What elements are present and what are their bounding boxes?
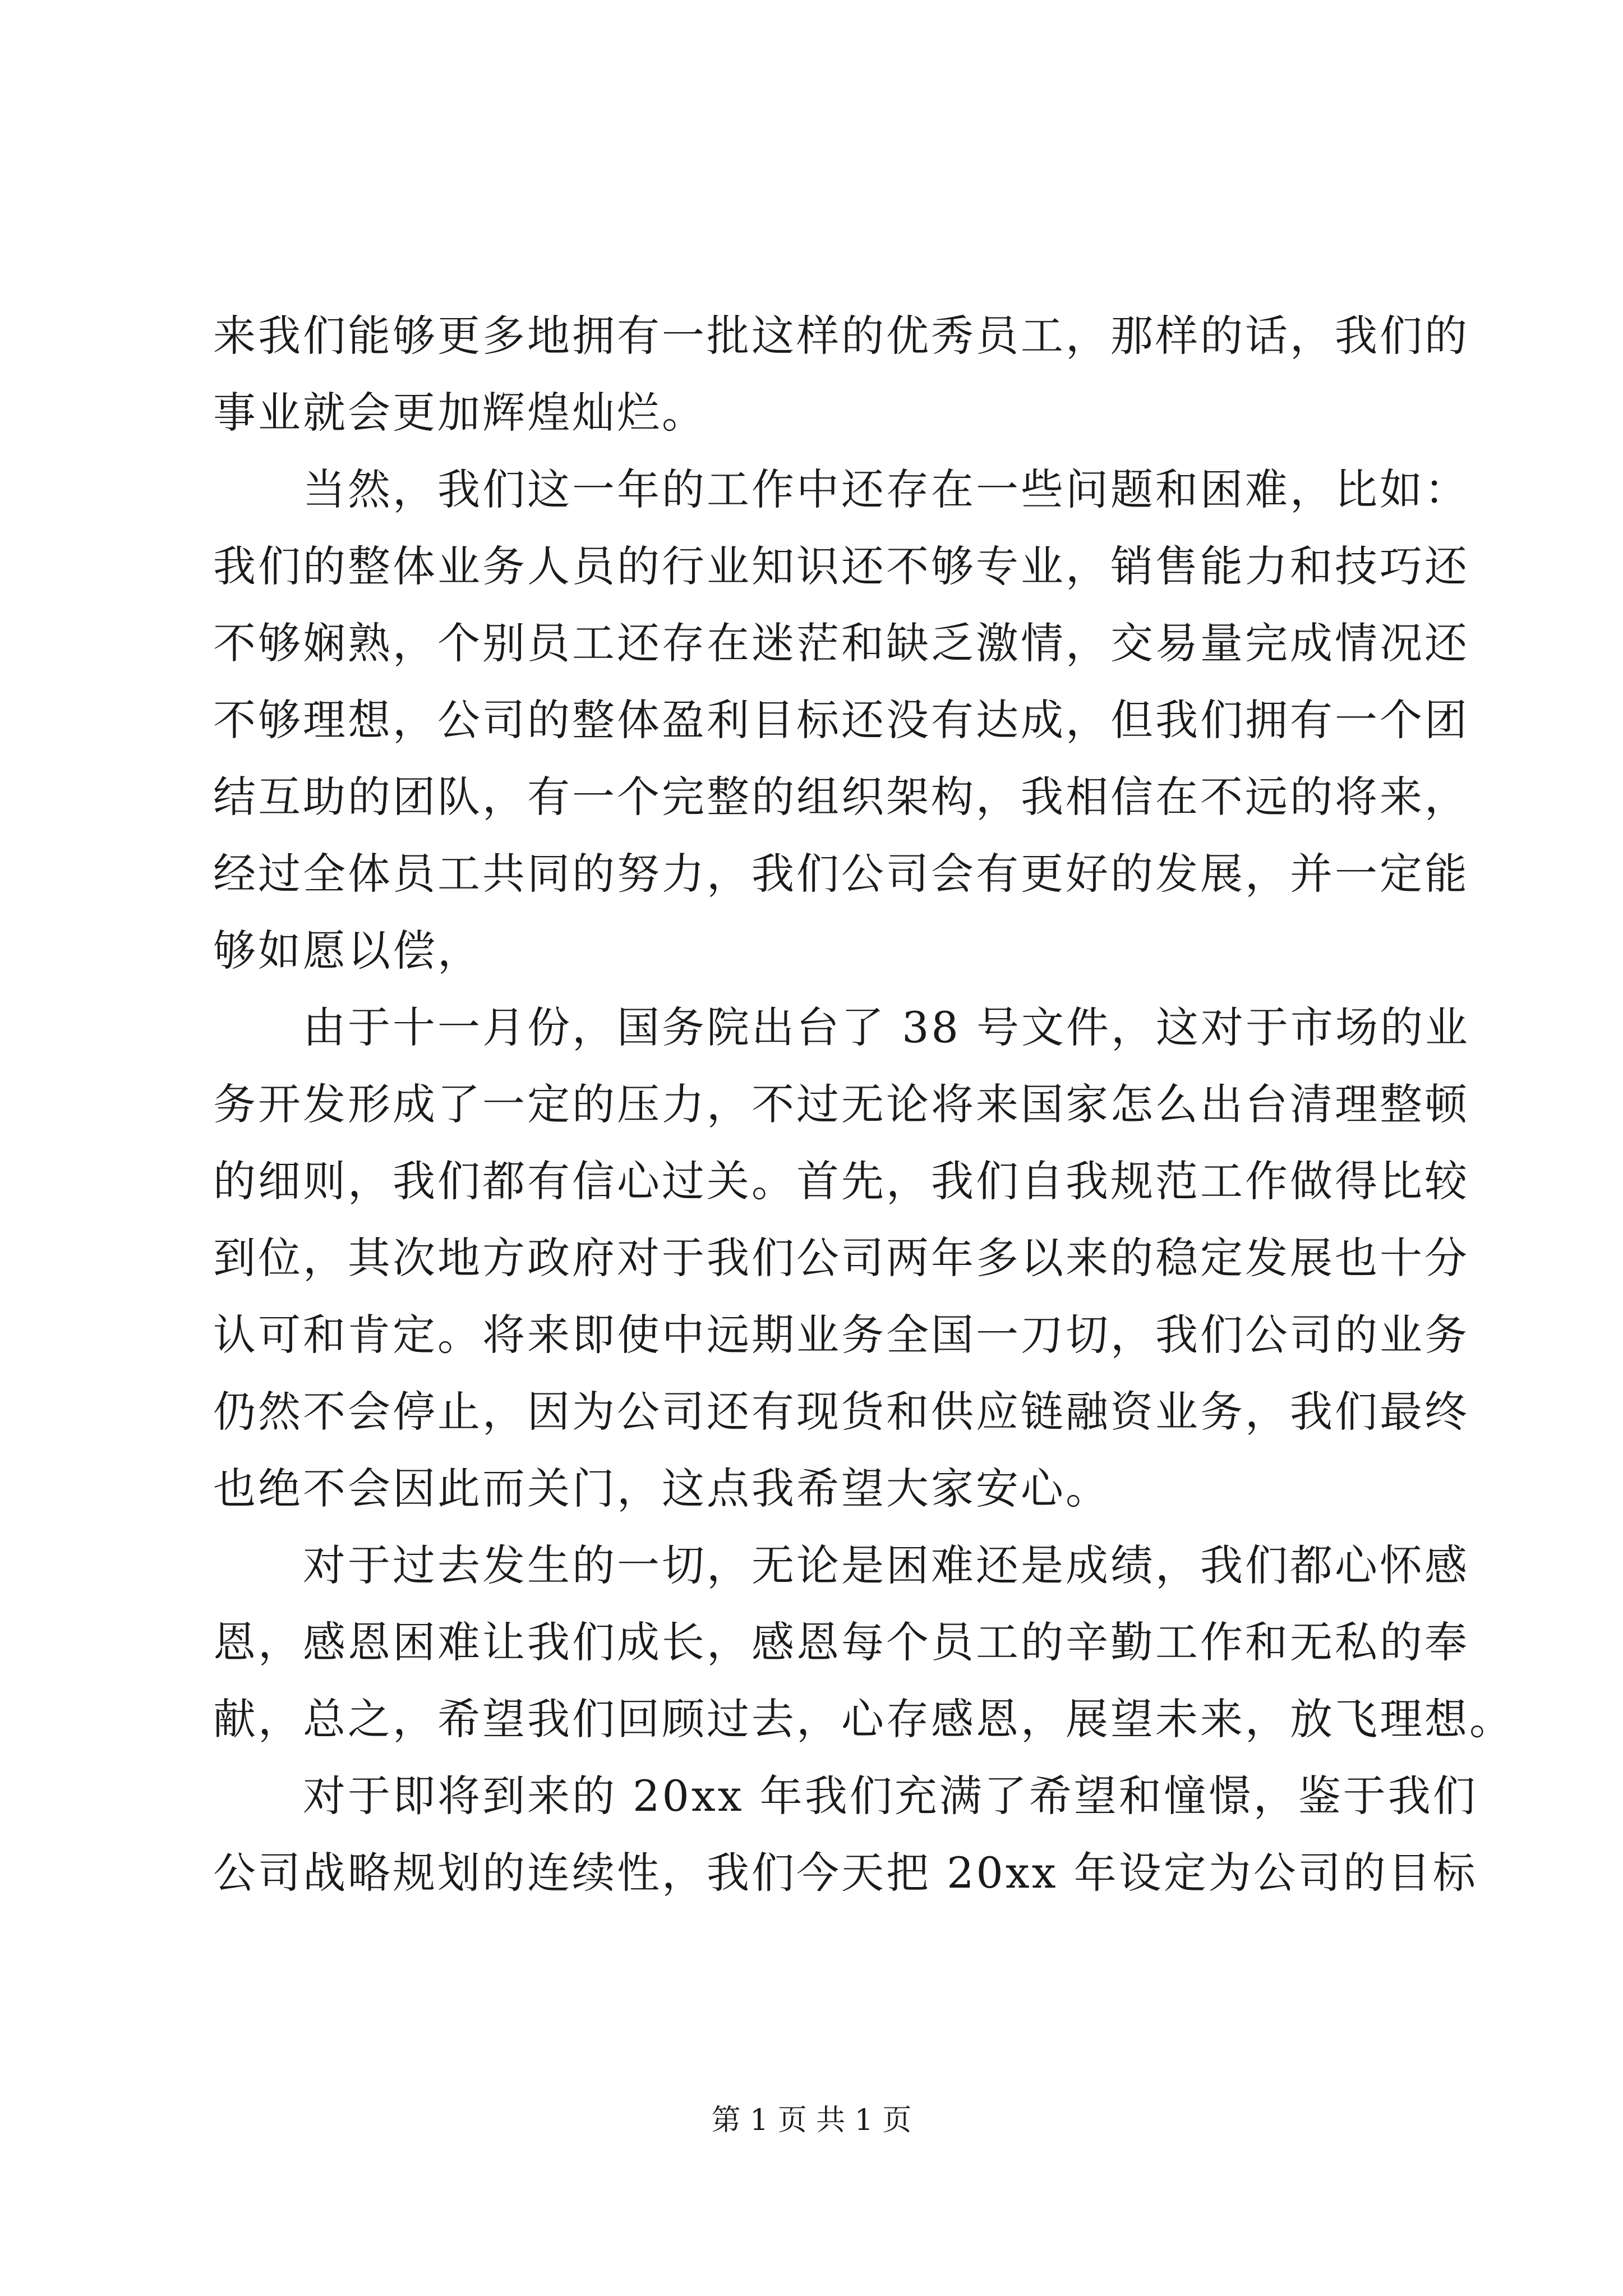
text-line: 公司战略规划的连续性，我们今天把 20xx 年设定为公司的目标 bbox=[213, 1848, 1478, 1898]
text-line: 务开发形成了一定的压力，不过无论将来国家怎么出台清理整顿 bbox=[213, 1079, 1469, 1129]
text-line: 献，总之，希望我们回顾过去，心存感恩，展望未来，放飞理想。 bbox=[213, 1694, 1514, 1744]
text-line: 也绝不会因此而关门，这点我希望大家安心。 bbox=[213, 1464, 1110, 1513]
text-line: 由于十一月份，国务院出台了 38 号文件，这对于市场的业 bbox=[303, 1002, 1470, 1052]
document-body bbox=[213, 297, 1514, 1911]
text-line: 到位，其次地方政府对于我们公司两年多以来的稳定发展也十分 bbox=[213, 1233, 1469, 1283]
text-line: 结互助的团队，有一个完整的组织架构，我相信在不远的将来， bbox=[213, 772, 1469, 822]
text-line: 不够娴熟，个别员工还存在迷茫和缺乏激情，交易量完成情况还 bbox=[213, 618, 1469, 668]
text-line: 来我们能够更多地拥有一批这样的优秀员工，那样的话，我们的 bbox=[213, 311, 1469, 361]
text-line: 事业就会更加辉煌灿烂。 bbox=[213, 388, 707, 438]
text-line: 够如愿以偿， bbox=[213, 926, 482, 976]
text-line: 不够理想，公司的整体盈利目标还没有达成，但我们拥有一个团 bbox=[213, 695, 1469, 745]
text-line: 认可和肯定。将来即使中远期业务全国一刀切，我们公司的业务 bbox=[213, 1310, 1469, 1360]
text-line: 的细则，我们都有信心过关。首先，我们自我规范工作做得比较 bbox=[213, 1156, 1469, 1206]
text-line: 我们的整体业务人员的行业知识还不够专业，销售能力和技巧还 bbox=[213, 541, 1469, 591]
text-line: 经过全体员工共同的努力，我们公司会有更好的发展，并一定能 bbox=[213, 849, 1469, 899]
text-line: 对于过去发生的一切，无论是困难还是成绩，我们都心怀感 bbox=[303, 1540, 1469, 1590]
text-line: 恩，感恩困难让我们成长，感恩每个员工的辛勤工作和无私的奉 bbox=[213, 1617, 1469, 1667]
text-line: 当然，我们这一年的工作中还存在一些问题和困难，比如： bbox=[303, 464, 1469, 514]
text-line: 仍然不会停止，因为公司还有现货和供应链融资业务，我们最终 bbox=[213, 1387, 1469, 1437]
text-line: 对于即将到来的 20xx 年我们充满了希望和憧憬，鉴于我们 bbox=[303, 1771, 1478, 1821]
page-footer: 第 1 页 共 1 页 bbox=[711, 2104, 912, 2137]
